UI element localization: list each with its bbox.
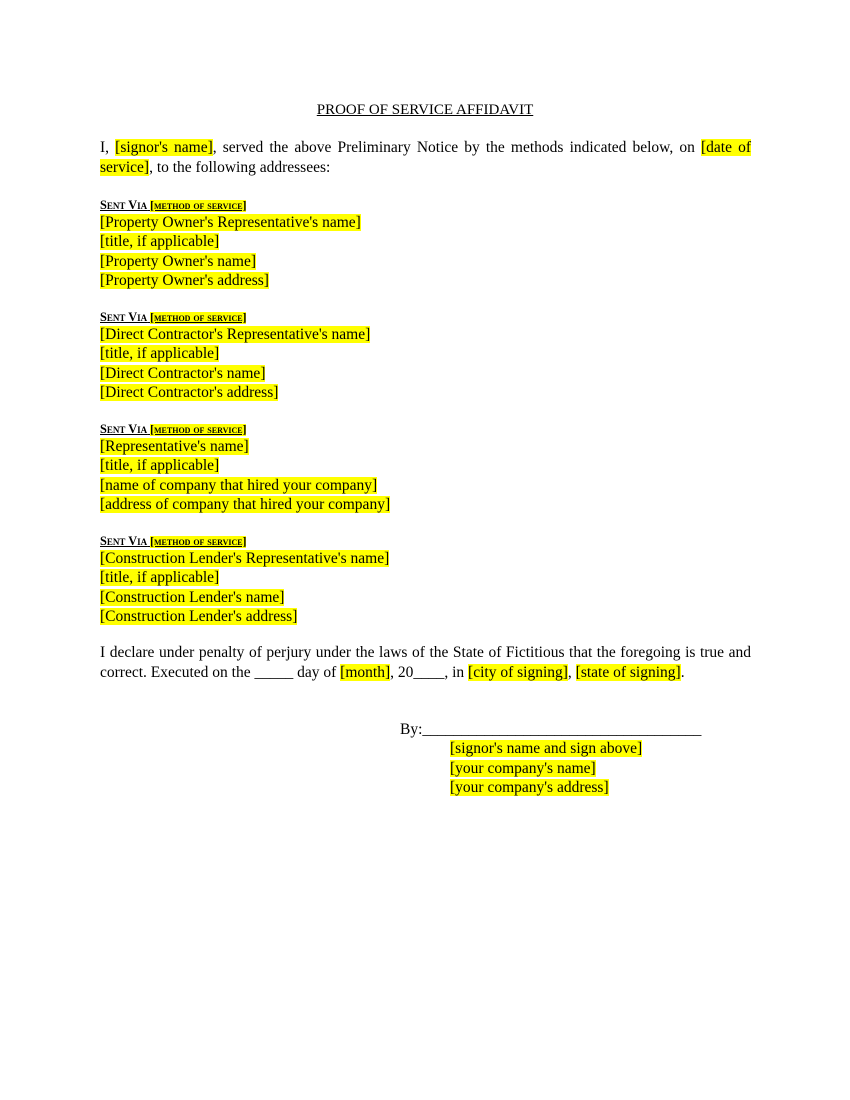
representative-name-line: [Construction Lender's Representative's name] [100, 550, 390, 567]
method-of-service-placeholder: [method of service] [150, 536, 247, 548]
representative-name-line: [Property Owner's Representative's name] [100, 214, 361, 231]
declaration-text-3: , [567, 663, 576, 681]
intro-text-2: , served the above Preliminary Notice by the methods indicated below, on [212, 139, 701, 156]
signature-block [450, 739, 642, 798]
signor-sign-placeholder: [signor's name and sign above] [450, 740, 643, 757]
signature-line: By:____________________________________ [400, 721, 702, 738]
sent-via-heading [100, 197, 700, 213]
title-line: [title, if applicable] [100, 233, 220, 251]
title-line: [title, if applicable] [100, 569, 220, 587]
signor-name-placeholder: [signor's name] [115, 139, 213, 156]
representative-name-line: [Direct Contractor's Representative's name] [100, 326, 371, 343]
declaration-text-4: . [680, 663, 685, 681]
sent-via-label: Sent Via [100, 310, 148, 324]
recipient-block-4 [100, 533, 700, 626]
method-of-service-placeholder: [method of service] [150, 424, 247, 436]
sent-via-label: Sent Via [100, 534, 148, 548]
party-name-line: [name of company that hired your company] [100, 476, 378, 494]
sent-via-heading [100, 533, 700, 549]
intro-paragraph [100, 138, 751, 177]
intro-text-1: I, [100, 139, 116, 156]
recipient-block-3 [100, 421, 700, 514]
sent-via-label: Sent Via [100, 198, 148, 212]
month-placeholder: [month] [340, 663, 391, 681]
method-of-service-placeholder: [method of service] [150, 312, 247, 324]
party-address-line: [Direct Contractor's address] [100, 383, 279, 401]
title-line: [title, if applicable] [100, 457, 220, 475]
recipient-block-2 [100, 309, 700, 402]
sent-via-label: Sent Via [100, 422, 148, 436]
party-address-line: [address of company that hired your company] [100, 495, 391, 513]
declaration-text-2: , 20____, in [390, 663, 469, 681]
party-address-line: [Property Owner's address] [100, 271, 269, 289]
party-name-line: [Construction Lender's name] [100, 588, 285, 606]
sent-via-heading [100, 421, 700, 437]
intro-text-3: , to the following addressees: [149, 158, 331, 176]
company-address-placeholder: [your company's address] [450, 779, 609, 796]
date-of-service-placeholder: [date of service] [100, 139, 752, 176]
company-name-placeholder: [your company's name] [450, 759, 596, 777]
city-placeholder: [city of signing] [468, 663, 568, 681]
party-name-line: [Property Owner's name] [100, 252, 257, 270]
document-title: PROOF OF SERVICE AFFIDAVIT [316, 102, 534, 118]
declaration-text-1: I declare under penalty of perjury under the laws of the State of Fictitious that the foregoing is true and correct. Executed on the _____ day of [100, 644, 751, 681]
title-line: [title, if applicable] [100, 345, 220, 363]
sent-via-heading [100, 309, 700, 325]
state-placeholder: [state of signing] [575, 663, 681, 681]
party-address-line: [Construction Lender's address] [100, 607, 298, 625]
representative-name-line: [Representative's name] [100, 438, 249, 455]
party-name-line: [Direct Contractor's name] [100, 364, 266, 382]
method-of-service-placeholder: [method of service] [150, 200, 247, 212]
recipient-block-1 [100, 197, 700, 290]
declaration-paragraph [100, 643, 751, 682]
